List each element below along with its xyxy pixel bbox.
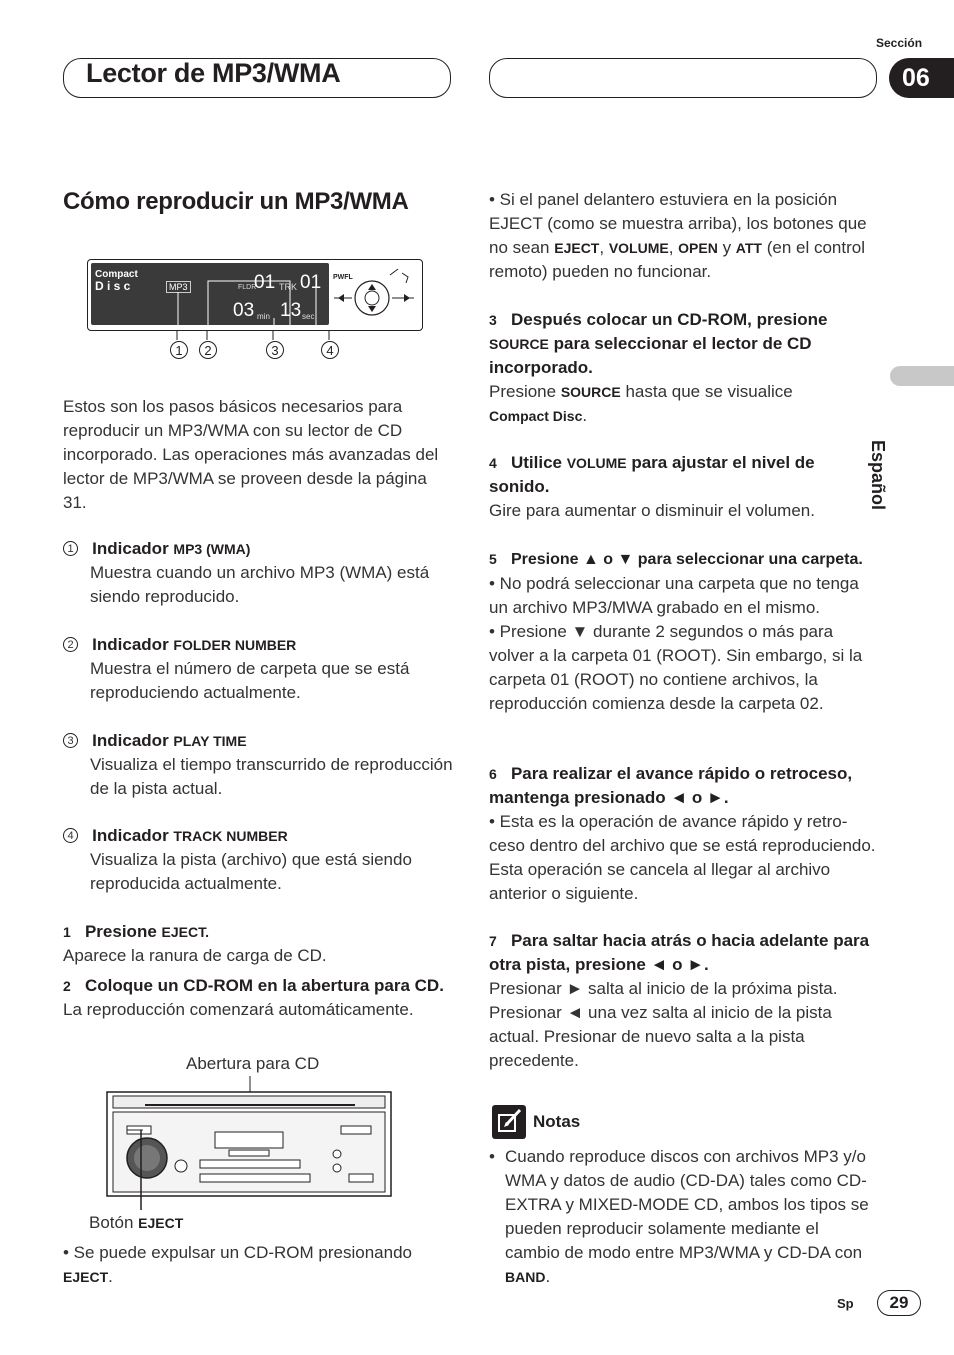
section-number: 06 [889,58,954,98]
indicator-item-4: 4 Indicador TRACK NUMBER Visualiza la pista (archivo) que está siendo reproducida actualmente. [63,824,458,896]
step-1: 1 Presione EJECT. Aparece la ranura de carga de CD. [63,920,458,968]
page-title: Lector de MP3/WMA [86,58,341,88]
fldr-text: FLDR [238,284,257,291]
seconds-label: sec [302,312,315,321]
notes-pencil-icon [492,1105,526,1139]
language-code: Sp [837,1296,854,1311]
step-5: 5 Presione ▲ o ▼ para seleccionar una carpeta. • No podrá seleccionar una carpeta que no tenga un archivo MP3/MWA grabado en el mismo. • Presione ▼ durante 2 segundos o más para volver a la carpeta 01 (ROOT). Sin embargo, si la carpeta 01 (ROOT) no contiene archivos, la reproducción comienza desde la carpeta 02. [489,551,863,713]
compact-text: Compact [95,269,138,280]
callout-2: 2 [199,341,217,359]
pwfl-text: PWFL [333,274,353,281]
language-tab [890,366,954,386]
note-item: • Cuando reproduce discos con archivos MP3 y/o WMA y datos de audio (CD-DA) tales como CD-EXTRA y MIXED-MODE CD, ambos los tipos se pueden reproducir solamente mediante el cambio de modo entre MP3/WMA y CD-DA con BAND. [489,1147,869,1286]
minutes-value: 03 [233,300,255,321]
callout-3: 3 [266,341,284,359]
minutes-label: min [257,312,270,321]
head-unit-illustration [105,1076,395,1201]
step-2: 2 Coloque un CD-ROM en la abertura para CD. La reproducción comenzará automáticamente. [63,974,448,1022]
indicator-item-1: 1 Indicador MP3 (WMA) Muestra cuando un archivo MP3 (WMA) está siendo reproducido. [63,537,458,609]
notes-title: Notas [533,1112,581,1131]
step-3: 3 Después colocar un CD-ROM, presione SOURCE para seleccionar el lector de CD incorporado. Presione SOURCE hasta que se visualice Compact Disc. [489,310,828,425]
language-label: Español [868,440,888,511]
display-illustration [87,259,423,331]
folder-number: 01 [254,272,276,293]
indicator-item-2: 2 Indicador FOLDER NUMBER Muestra el número de carpeta que se está reproduciendo actualmente. [63,633,458,705]
item-desc: Visualiza la pista (archivo) que está siendo reproducida actualmente. [90,850,412,893]
track-number: 01 [300,272,322,293]
intro-paragraph: Estos son los pasos básicos necesarios para reproducir un MP3/WMA con su lector de CD incorporado. Las operaciones más avanzadas del lector de MP3/WMA se proveen desde la página 31. [63,397,439,512]
item-number: 2 [63,637,78,652]
callout-4: 4 [321,341,339,359]
indicator-item-3: 3 Indicador PLAY TIME Visualiza el tiempo transcurrido de reproducción de la pista actual. [63,729,458,801]
section-label: Sección [876,36,923,50]
callout-lines [88,260,423,331]
section-heading: Cómo reproducir un MP3/WMA [63,188,409,215]
mp3-indicator: MP3 [166,281,191,293]
item-number: 4 [63,828,78,843]
item-number: 3 [63,733,78,748]
item-desc: Muestra cuando un archivo MP3 (WMA) está siendo reproducido. [90,563,430,606]
page-number: 29 [877,1290,921,1316]
figure-label-top: Abertura para CD [186,1054,320,1073]
item-desc: Visualiza el tiempo transcurrido de reproducción de la pista actual. [90,755,453,798]
eject-panel-bullet: • Si el panel delantero estuviera en la posición EJECT (como se muestra arriba), los botones que no sean EJECT, VOLUME, OPEN y ATT (en el control remoto) pueden no funcionar. [489,190,867,281]
eject-bullet: • Se puede expulsar un CD-ROM presionando EJECT. [63,1243,412,1286]
seconds-value: 13 [280,300,302,321]
step-desc: Aparece la ranura de carga de CD. [63,946,327,965]
step-desc: La reproducción comenzará automáticamente. [63,1000,414,1019]
eject-leader-line [139,1130,143,1210]
item-desc: Muestra el número de carpeta que se está reproduciendo actualmente. [90,659,410,702]
step-7: 7 Para saltar hacia atrás o hacia adelante para otra pista, presione ◄ o ►. Presionar ► salta al inicio de la próxima pista. Presionar ◄ una vez salta al inicio de la pista actual. Presionar de nuevo salta a la pista precedente. [489,931,870,1070]
callout-leaders [87,330,423,342]
trk-text: TRK [279,282,297,292]
callout-1: 1 [170,341,188,359]
header-right-pill [489,58,877,98]
disc-text: D i s c [95,279,131,293]
step-desc: Gire para aumentar o disminuir el volumen. [489,501,815,520]
step-4: 4 Utilice VOLUME para ajustar el nivel de sonido. Gire para aumentar o disminuir el volumen. [489,451,879,523]
step-6: 6 Para realizar el avance rápido o retroceso, mantenga presionado ◄ o ►. • Esta es la operación de avance rápido y retro-ceso dentro del archivo que se está reproduciendo. Esta operación se cancela al llegar al archivo anterior o siguiente. [489,764,876,903]
item-number: 1 [63,541,78,556]
figure-label-bottom: Botón EJECT [89,1213,184,1232]
